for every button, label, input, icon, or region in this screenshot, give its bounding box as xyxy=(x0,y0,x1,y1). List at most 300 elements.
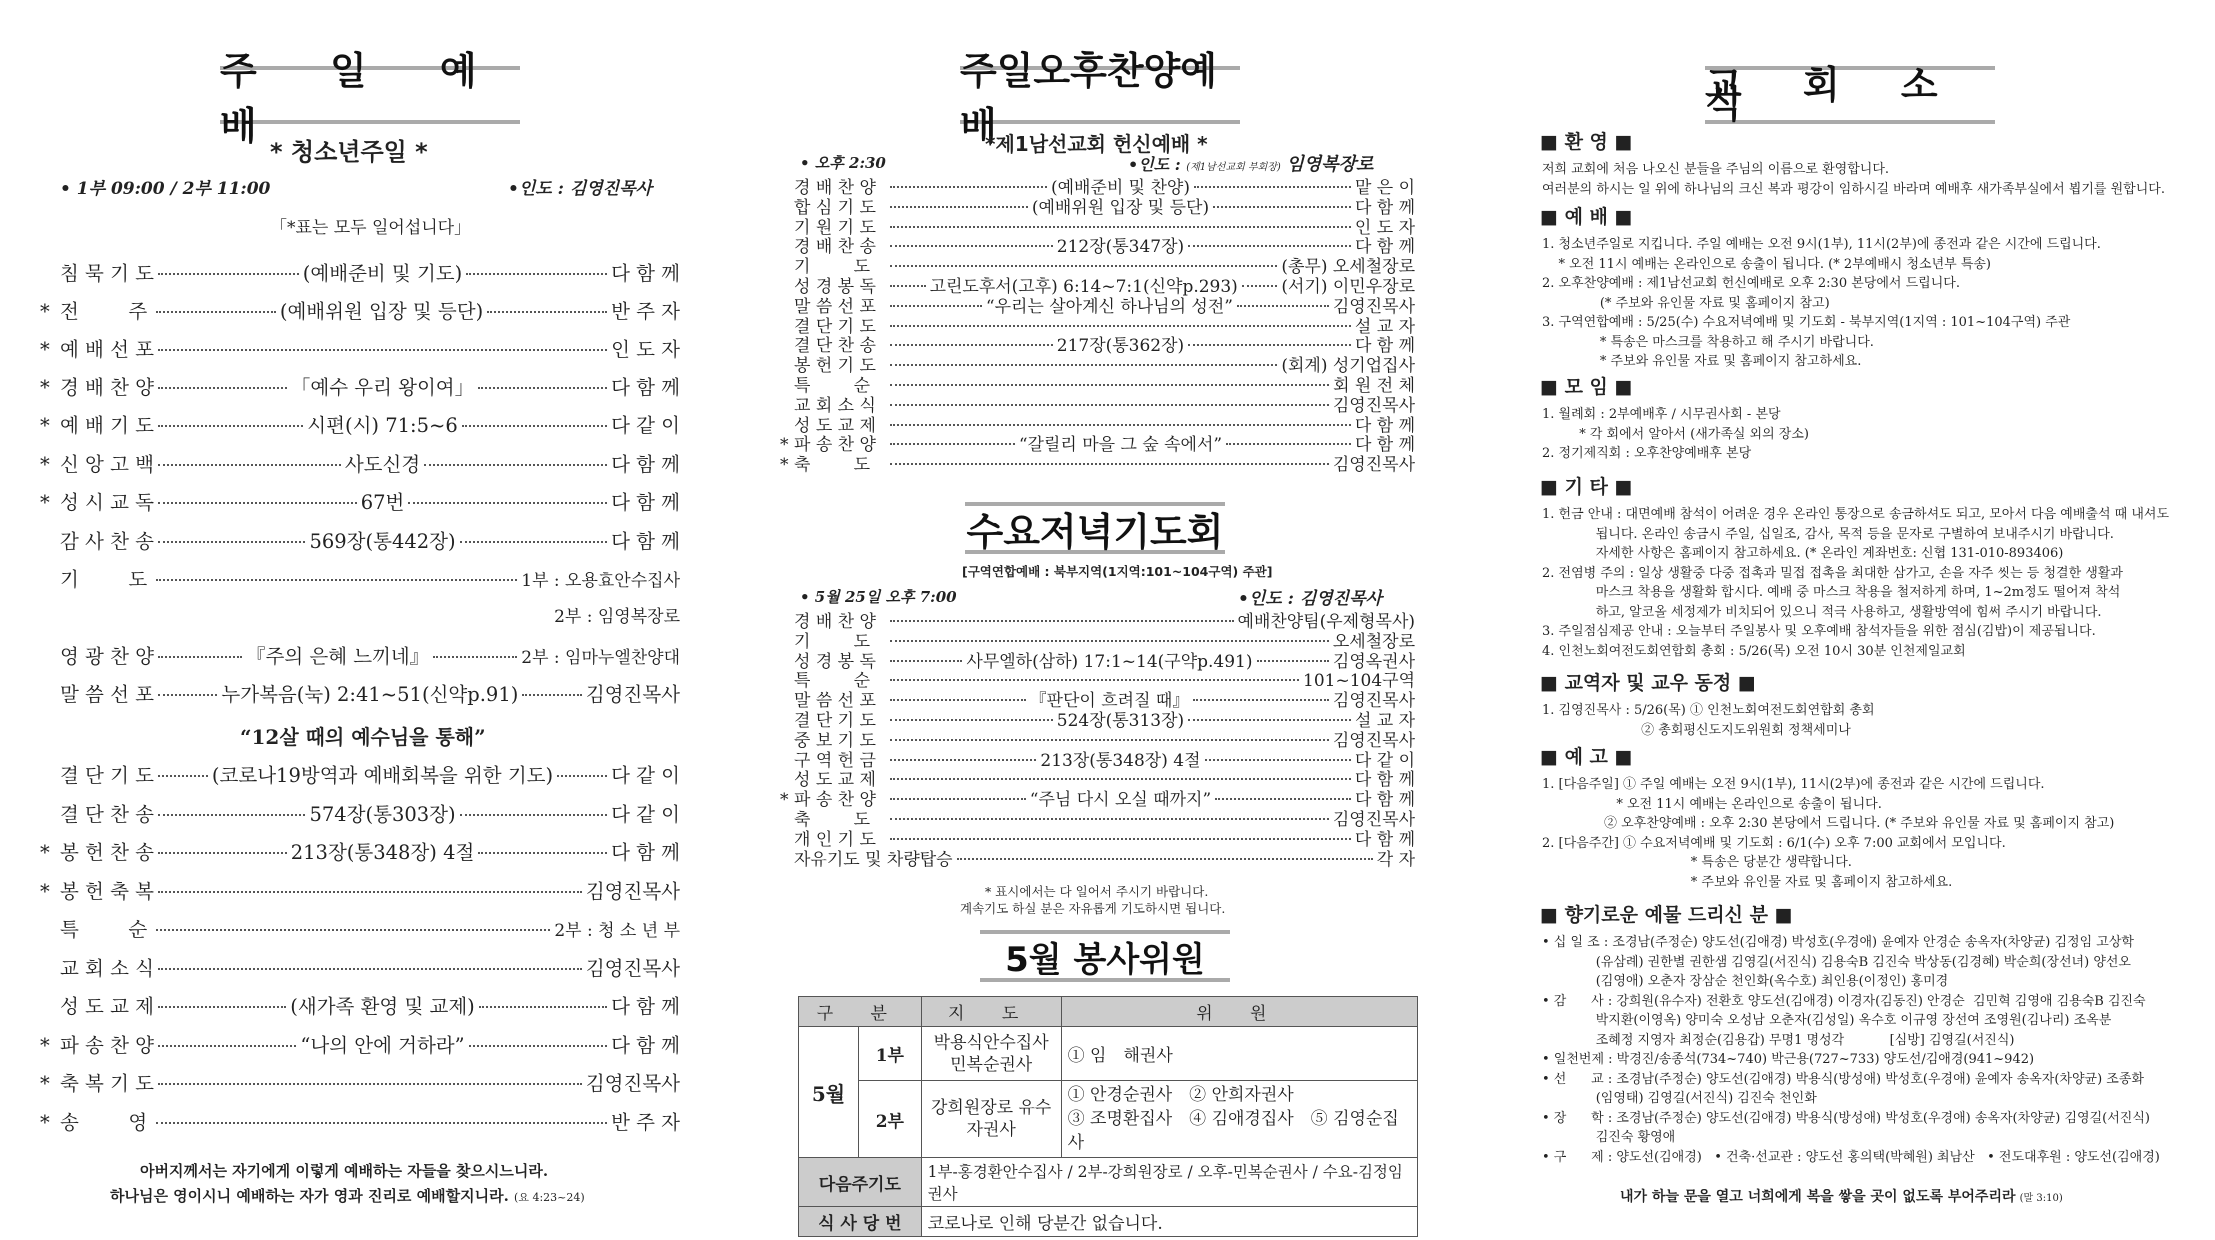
item-label: 결 단 찬 송 xyxy=(60,803,154,826)
item-person: 다 함 께 xyxy=(1354,770,1415,791)
item-person: 인 도 자 xyxy=(611,338,680,361)
item-label: 기 도 xyxy=(794,257,871,278)
header-members: 위 원 xyxy=(1061,997,1417,1027)
order-item xyxy=(780,356,1415,376)
leader-dots xyxy=(478,852,607,854)
order-item xyxy=(780,671,1415,691)
item-person: 김영옥권사 xyxy=(1332,651,1416,672)
item-content: 217장(통362장) xyxy=(1056,336,1185,357)
order-item xyxy=(40,1030,680,1056)
service-committee-table xyxy=(798,996,1418,1237)
standing-mark: * xyxy=(40,880,50,903)
leader-dots xyxy=(890,759,1036,761)
church-news-title: 교 회 소 식 xyxy=(1705,66,1995,124)
item-person: 김영진목사 xyxy=(1332,395,1415,416)
section-heading: ■ 향기로운 예물 드리신 분 ■ xyxy=(1540,904,1793,926)
leader-dots xyxy=(890,285,926,287)
item-person: 다 함 께 xyxy=(611,491,680,514)
leader-dots xyxy=(158,852,287,854)
month-cell: 5월 xyxy=(799,1027,859,1158)
meal-duty-value: 코로나로 인해 당분간 없습니다. xyxy=(921,1207,1417,1237)
order-item xyxy=(40,372,680,398)
section-heading: ■ 예 고 ■ xyxy=(1540,746,1633,768)
item-person: 101~104구역 xyxy=(1303,671,1415,692)
standing-mark: * xyxy=(40,841,50,864)
wednesday-subtitle: [구역연합예배 : 북부지역(1지역:101~104구역) 주관] xyxy=(962,564,1273,579)
section-line: (김영애) 오춘자 장삼순 천인화(옥수호) 최인용(이정인) 홍미경 xyxy=(1542,974,1949,989)
item-content: (새가족 환영 및 교제) xyxy=(290,995,475,1018)
item-content: 212장(통347장) xyxy=(1056,237,1185,258)
item-person: 다 함 께 xyxy=(1354,790,1416,811)
item-content: (예배위원 입장 및 등단) xyxy=(1031,197,1210,218)
section-heading: ■ 환 영 ■ xyxy=(1540,131,1633,153)
item-content: 『판단이 흐려질 때』 xyxy=(1029,691,1190,712)
item-content: (예배준비 및 찬양) xyxy=(1050,178,1190,198)
item-person: 다 함 께 xyxy=(611,453,681,476)
item-label: 자유기도 및 차량탑승 xyxy=(794,849,953,870)
leader-dots xyxy=(158,273,299,275)
leader-dots xyxy=(890,305,982,307)
item-person: 회 원 전 체 xyxy=(1333,376,1415,396)
item-content: “나의 안에 거하라” xyxy=(300,1034,465,1057)
leader-dots xyxy=(158,541,305,543)
section-line: * 오전 11시 예배는 온라인으로 송출이 됩니다. (* 2부예배시 청소년부 특송) xyxy=(1542,256,1992,272)
item-label: 경 배 찬 양 xyxy=(794,612,876,632)
next-prayer-label: 다음주기도 xyxy=(799,1158,922,1207)
leader-dots xyxy=(890,798,1026,800)
item-person: 다 같 이 xyxy=(611,764,680,787)
order-item xyxy=(780,751,1415,771)
leader-dots xyxy=(1242,285,1278,287)
order-item xyxy=(780,691,1415,711)
section-line: 됩니다. 온라인 송금시 주일, 십일조, 감사, 목적 등을 문자로 구별하여 보내주시기 바랍니다. xyxy=(1542,526,2114,542)
leader-dots xyxy=(156,929,550,931)
order-item xyxy=(780,396,1415,416)
item-label: 말 씀 선 포 xyxy=(60,683,154,706)
item-label: 성 도 교 제 xyxy=(794,770,876,791)
item-label: 교 회 소 식 xyxy=(60,957,154,980)
item-label: 축 복 기 도 xyxy=(60,1072,154,1095)
item-content: 『주의 은혜 느끼네』 xyxy=(245,645,430,668)
item-person: 김영진목사 xyxy=(1332,455,1415,476)
order-item xyxy=(780,612,1415,632)
item-content: 사도신경 xyxy=(344,453,421,476)
section-line: * 각 회에서 알아서 (새가족실 외의 장소) xyxy=(1542,426,1809,442)
standing-mark: * xyxy=(780,435,789,456)
order-item xyxy=(780,376,1415,396)
section-line: 자세한 사항은 홈페이지 참고하세요. (* 온라인 계좌번호: 신협 131-010-893406) xyxy=(1542,546,2064,561)
leader-dots xyxy=(1205,759,1351,761)
leader-dots xyxy=(1188,344,1351,346)
item-person: 다 함 께 xyxy=(611,262,681,285)
leader-dots xyxy=(890,679,1299,681)
leader-dots xyxy=(890,424,1351,426)
leader-dots xyxy=(890,325,1351,327)
item-person: 다 같 이 xyxy=(611,803,681,826)
item-content: “우리는 살아계신 하나님의 성전” xyxy=(985,296,1233,317)
section-line: * 특송은 당분간 생략합니다. xyxy=(1542,855,1852,870)
section-line: (임영태) 김영길(서진식) 김진숙 천인화 xyxy=(1542,1091,1817,1106)
leader-dots xyxy=(462,425,607,427)
order-item xyxy=(780,790,1415,810)
item-person: 김영진목사 xyxy=(1332,296,1415,317)
footer-verse: 내가 하늘 문을 열고 너희에게 복을 쌓을 곳이 없도록 부어주리라 xyxy=(1620,1189,2016,1205)
item-label: 축 도 xyxy=(794,810,871,830)
order-item xyxy=(780,455,1415,475)
item-person: 다 같 이 xyxy=(1354,750,1415,771)
leader-dots xyxy=(890,620,1234,622)
order-item xyxy=(780,830,1415,850)
leader-dots xyxy=(890,838,1351,840)
section-heading: ■ 기 타 ■ xyxy=(1540,476,1633,498)
item-label: 말 씀 선 포 xyxy=(794,296,876,317)
item-label: 봉 헌 기 도 xyxy=(794,356,876,377)
item-label: 기 도 xyxy=(794,631,871,652)
leader-dots xyxy=(1213,206,1351,208)
order-item xyxy=(40,991,680,1017)
part2-cell: 2부 xyxy=(859,1081,922,1158)
order-item xyxy=(40,1107,680,1133)
order-item xyxy=(780,178,1415,198)
section-line: 4. 인천노회여전도회연합회 총회 : 5/26(목) 오전 10시 30분 인천제일교회 xyxy=(1542,643,1966,659)
section-line: 저희 교회에 처음 나오신 분들을 주님의 이름으로 환영합니다. xyxy=(1542,162,1890,177)
youth-sunday-subtitle: * 청소년주일 * xyxy=(270,138,428,166)
section-line: 3. 구역연합예배 : 5/25(수) 수요저녁예배 및 기도회 - 북부지역(1지역 : 101~104구역) 주관 xyxy=(1542,315,2071,330)
item-label: 성 경 봉 독 xyxy=(794,651,876,672)
section-line: ② 오후찬양예배 : 오후 2:30 본당에서 드립니다. (* 주보와 유인물 자료 및 홈페이지 참고) xyxy=(1542,816,2115,831)
standing-mark: * xyxy=(40,1111,50,1134)
item-label: 축 도 xyxy=(794,455,871,476)
standing-mark: * xyxy=(40,491,50,514)
leader-dots xyxy=(158,968,582,970)
closing-verse-2: 하나님은 영이시니 예배하는 자가 영과 진리로 예배할지니라. xyxy=(110,1187,509,1205)
service-leader: •인도 : 김영진목사 xyxy=(508,179,652,199)
item-person: 다 함 께 xyxy=(1354,415,1415,436)
item-person: 반 주 자 xyxy=(611,1111,680,1134)
leader-dots xyxy=(522,694,581,696)
section-line: ② 총회평신도지도위원회 정책세미나 xyxy=(1542,722,1851,738)
item-label: 파 송 찬 양 xyxy=(794,790,876,811)
order-item xyxy=(40,837,680,863)
item-label: 결 단 기 도 xyxy=(60,764,154,787)
item-label: 결 단 기 도 xyxy=(794,316,876,337)
item-person: 2부 : 청 소 년 부 xyxy=(554,921,680,941)
leader-dots xyxy=(1237,305,1329,307)
item-person: 설 교 자 xyxy=(1354,316,1415,337)
item-person: (총무) 오세철장로 xyxy=(1281,257,1415,278)
leader-dots xyxy=(890,364,1277,366)
order-item xyxy=(780,435,1415,455)
section-line: • 일천번제 : 박경진/송종석(734~740) 박근용(727~733) 양도선/김애경(941~942) xyxy=(1542,1052,2035,1067)
leader-dots xyxy=(890,265,1277,267)
item-label: 봉 헌 찬 송 xyxy=(60,841,154,864)
leader-dots xyxy=(158,814,305,816)
item-person: 다 함 께 xyxy=(611,995,681,1018)
item-label: 특 순 xyxy=(794,671,871,692)
item-content: 67번 xyxy=(360,491,405,514)
item-label: 파 송 찬 양 xyxy=(60,1034,154,1057)
order-item xyxy=(780,317,1415,337)
table-row xyxy=(799,1081,1418,1158)
item-content: 569장(통442장) xyxy=(309,530,456,553)
leader-dots xyxy=(158,1045,296,1047)
item-content: 누가복음(눅) 2:41~51(신약p.91) xyxy=(221,683,519,706)
order-item xyxy=(780,711,1415,731)
item-content: 574장(통303장) xyxy=(309,803,456,826)
section-heading: ■ 모 임 ■ xyxy=(1540,376,1633,398)
order-item xyxy=(780,277,1415,297)
leader-dots xyxy=(460,541,607,543)
part2-members-line2: ③ 조명환집사 ④ 김애경집사 ⑤ 김영순집사 xyxy=(1067,1109,1399,1153)
closing-verse-1: 아버지께서는 자기에게 이렇게 예배하는 자들을 찾으시느니라. xyxy=(140,1162,549,1180)
wednesday-note-2: 계속기도 하실 분은 자유롭게 기도하시면 됩니다. xyxy=(960,901,1226,916)
item-label: 결 단 기 도 xyxy=(794,711,876,731)
table-row xyxy=(799,1207,1418,1237)
leader-dots xyxy=(487,311,607,313)
leader-dots xyxy=(890,640,1329,642)
order-item xyxy=(40,258,680,284)
leader-dots xyxy=(156,579,517,581)
section-line: (유삼례) 권한별 권한샘 김영길(서진식) 김용숙B 김진숙 박상동(김경혜) 박순희(장선녀) 양선오 xyxy=(1542,954,2131,970)
item-content: 213장(통348장) 4절 xyxy=(1040,750,1201,771)
mens-mission-subtitle: *제1남선교회 헌신예배 * xyxy=(985,132,1208,156)
closing-verse-2-row xyxy=(110,1185,585,1206)
leader-dots xyxy=(1226,443,1351,445)
section-line: 1. [다음주일] ① 주일 예배는 오전 9시(1부), 11시(2부)에 종전과 같은 시간에 드립니다. xyxy=(1542,777,2045,792)
section-line: * 특송은 마스크를 착용하고 해 주시기 바랍니다. xyxy=(1542,334,1874,350)
leader-dots xyxy=(890,443,1015,445)
section-heading: ■ 교역자 및 교우 동정 ■ xyxy=(1540,672,1756,694)
section-line: 마스크 착용을 생활화 합시다. 예배 중 마스크 착용을 철저하게 하며, 1~2m정도 떨어져 착석 xyxy=(1542,585,2121,600)
item-label: 신 앙 고 백 xyxy=(60,453,154,476)
section-line: * 주보와 유인물 자료 및 홈페이지 참고하세요. xyxy=(1542,874,1953,890)
order-item xyxy=(40,296,680,322)
order-item xyxy=(780,218,1415,238)
service-time: • 1부 09:00 / 2부 11:00 xyxy=(60,179,271,199)
leader-dots xyxy=(158,425,303,427)
item-person: 김영진목사 xyxy=(1332,691,1416,712)
order-item xyxy=(780,416,1415,436)
section-line: • 구 제 : 양도선(김애경) • 건축·선교관 : 양도선 홍의택(박혜원) 최남산 • 전도대후원 : 양도선(김애경) xyxy=(1542,1149,2160,1165)
leader-dots xyxy=(479,1006,607,1008)
order-item xyxy=(40,914,680,940)
leader-dots xyxy=(1188,719,1351,721)
section-line: 2. 정기제직회 : 오후찬양예배후 본당 xyxy=(1542,446,1752,461)
section-line: 2. [다음주간] ① 수요저녁예배 및 기도회 : 6/1(수) 오후 7:00 교회에서 모입니다. xyxy=(1542,835,2006,851)
item-person: 설 교 자 xyxy=(1354,711,1416,731)
leader-dots xyxy=(158,464,341,466)
leader-dots xyxy=(890,245,1053,247)
item-content: (예배위원 입장 및 등단) xyxy=(279,300,484,323)
section-line: 조혜정 지영자 최정순(김용갑) 무명1 명성각 [심방] 김영길(서진식) xyxy=(1542,1032,2015,1048)
leader-dots xyxy=(158,775,208,777)
item-content: 213장(통348장) 4절 xyxy=(290,841,475,864)
section-line: 3. 주일점심제공 안내 : 오늘부터 주일봉사 및 오후예배 참석자들을 위한 점심(김밥)이 제공됩니다. xyxy=(1542,624,2096,639)
afternoon-leader-name: 임영복장로 xyxy=(1286,154,1374,175)
order-item xyxy=(40,487,680,513)
item-label: 개 인 기 도 xyxy=(794,829,876,850)
item-person: 다 함 께 xyxy=(1354,336,1416,357)
leader-dots xyxy=(158,1006,286,1008)
item-person: 다 함 께 xyxy=(611,1034,681,1057)
leader-dots xyxy=(890,226,1351,228)
item-person: 오세철장로 xyxy=(1332,631,1415,652)
section-line: 1. 월례회 : 2부예배후 / 시무권사회 - 본당 xyxy=(1542,407,1781,422)
wednesday-prayer-title: 수요저녁기도회 xyxy=(965,502,1225,554)
table-header-row xyxy=(799,997,1418,1027)
item-person: 김영진목사 xyxy=(585,1072,680,1095)
section-line: • 장 학 : 조경남(주정순) 양도선(김애경) 박용식(방성애) 박성호(우경애) 송옥자(차양균) 김영길(서진식) xyxy=(1542,1110,2150,1126)
standing-mark: * xyxy=(40,414,50,437)
sermon-title: “12살 때의 예수님을 통해” xyxy=(240,725,486,749)
item-person: 각 자 xyxy=(1376,849,1415,870)
item-label: 성 경 봉 독 xyxy=(794,277,876,297)
order-item xyxy=(780,810,1415,830)
standing-mark: * xyxy=(40,300,50,323)
part1-lead: 박용식안수집사 민복순권사 xyxy=(921,1027,1061,1081)
leader-dots xyxy=(469,1045,607,1047)
item-label: 구 역 헌 금 xyxy=(794,750,876,771)
item-content: (코로나19방역과 예배회복을 위한 기도) xyxy=(211,764,554,787)
section-line: 2. 오후찬양예배 : 제1남선교회 헌신예배로 오후 2:30 본당에서 드립니다. xyxy=(1542,276,1960,291)
section-heading: ■ 예 배 ■ xyxy=(1540,206,1633,228)
item-person: 다 함 께 xyxy=(1354,197,1416,218)
leader-dots xyxy=(890,739,1329,741)
order-item xyxy=(40,334,680,360)
leader-dots xyxy=(890,344,1053,346)
table-row xyxy=(799,1158,1418,1207)
item-label: 경 배 찬 양 xyxy=(794,178,876,198)
item-label: 교 회 소 식 xyxy=(794,395,876,416)
afternoon-leader-prefix: •인도 : xyxy=(1128,155,1181,174)
standing-mark: * xyxy=(780,455,789,476)
item-content: 고린도후서(고후) 6:14~7:1(신약p.293) xyxy=(929,277,1238,297)
item-label: 성 도 교 제 xyxy=(794,415,876,436)
order-item xyxy=(780,731,1415,751)
leader-dots xyxy=(460,814,607,816)
leader-dots xyxy=(158,656,242,658)
order-item xyxy=(780,652,1415,672)
order-item xyxy=(780,237,1415,257)
order-item xyxy=(40,953,680,979)
leader-dots xyxy=(890,463,1329,465)
leader-dots xyxy=(957,858,1373,860)
item-label: 성 시 교 독 xyxy=(60,491,154,514)
leader-dots xyxy=(158,694,217,696)
standing-mark: * xyxy=(40,1034,50,1057)
order-item xyxy=(780,850,1415,870)
wednesday-time: • 5월 25일 오후 7:00 xyxy=(800,588,957,606)
item-label: 파 송 찬 양 xyxy=(794,435,876,456)
wednesday-leader: •인도 : 김영진목사 xyxy=(1238,589,1382,609)
item-label: 중 보 기 도 xyxy=(794,730,876,751)
item-person: 인 도 자 xyxy=(1354,217,1415,238)
leader-dots xyxy=(890,660,962,662)
leader-dots xyxy=(158,502,357,504)
order-item xyxy=(40,602,680,628)
order-item xyxy=(780,297,1415,317)
leader-dots xyxy=(156,1122,607,1124)
item-person: 다 같 이 xyxy=(611,414,680,437)
item-person: (회계) 성기업집사 xyxy=(1281,356,1415,377)
order-item xyxy=(780,770,1415,790)
may-service-title: 5월 봉사위원 xyxy=(980,930,1230,982)
order-item xyxy=(40,760,680,786)
item-label: 특 순 xyxy=(60,918,148,941)
leader-dots xyxy=(1194,186,1351,188)
item-content: “갈릴리 마을 그 숲 속에서” xyxy=(1018,435,1223,456)
part1-members: ① 임 해권사 xyxy=(1061,1027,1417,1081)
section-line: 1. 헌금 안내 : 대면예배 참석이 어려운 경우 온라인 통장으로 송금하셔도 되고, 모아서 다음 예배출석 때 내셔도 xyxy=(1542,507,2170,522)
afternoon-worship-title: 주일오후찬양예배 xyxy=(960,66,1240,124)
item-person: 김영진목사 xyxy=(585,957,680,980)
item-label: 기 도 xyxy=(60,568,148,591)
item-person: 다 함 께 xyxy=(611,376,681,399)
leader-dots xyxy=(557,775,607,777)
order-item xyxy=(40,876,680,902)
leader-dots xyxy=(478,387,607,389)
item-person: 반 주 자 xyxy=(611,300,680,323)
item-content: 「예수 우리 왕이여」 xyxy=(290,376,475,399)
section-line: 김진숙 황영애 xyxy=(1542,1130,1676,1145)
item-label: 결 단 찬 송 xyxy=(794,336,876,357)
order-item xyxy=(780,632,1415,652)
section-line: 1. 김영진목사 : 5/26(목) ① 인천노회여전도회연합회 총회 xyxy=(1542,703,1875,718)
table-row xyxy=(799,1027,1418,1081)
next-prayer-value: 1부-홍경환안수집사 / 2부-강희원장로 / 오후-민복순권사 / 수요-김정임권사 xyxy=(921,1158,1417,1207)
item-label: 합 심 기 도 xyxy=(794,197,876,218)
item-content: 사무엘하(삼하) 17:1~14(구약p.491) xyxy=(966,651,1253,672)
section-line: 박지환(이영옥) 양미숙 오성남 오춘자(김성일) 옥수호 이규영 장선여 조영원(김나리) 조옥분 xyxy=(1542,1013,2112,1028)
leader-dots xyxy=(890,719,1053,721)
part2-lead: 강희원장로 유수자권사 xyxy=(921,1081,1061,1158)
leader-dots xyxy=(890,206,1028,208)
leader-dots xyxy=(466,273,607,275)
order-item xyxy=(40,410,680,436)
item-person: 다 함 께 xyxy=(1354,435,1416,456)
item-person: 다 함 께 xyxy=(1354,237,1416,258)
standing-mark: * xyxy=(40,1072,50,1095)
item-person: 2부 : 임영복장로 xyxy=(554,607,680,627)
standing-mark: * xyxy=(780,790,789,811)
leader-dots xyxy=(1257,660,1329,662)
footer-verse-row xyxy=(1620,1188,2063,1208)
leader-dots xyxy=(433,656,517,658)
order-item xyxy=(40,449,680,475)
standing-note: 「*표는 모두 일어섭니다」 xyxy=(270,218,472,238)
item-label: 감 사 찬 송 xyxy=(60,530,154,553)
item-person: 1부 : 오용효안수집사 xyxy=(521,571,680,591)
item-person: 예배찬양팀(우제형목사) xyxy=(1237,612,1415,632)
section-line: • 십 일 조 : 조경남(주정순) 양도선(김애경) 박성호(우경애) 윤예자 안경순 송옥자(차양균) 김정임 고상학 xyxy=(1542,935,2134,950)
item-content: 524장(통313장) xyxy=(1056,711,1185,731)
part2-members-line1: ① 안경순권사 ② 안희자권사 xyxy=(1067,1085,1294,1105)
item-person: 김영진목사 xyxy=(585,683,681,706)
standing-mark: * xyxy=(40,338,50,361)
leader-dots xyxy=(1188,245,1351,247)
leader-dots xyxy=(408,502,607,504)
leader-dots xyxy=(158,387,287,389)
item-content: (예배준비 및 기도) xyxy=(302,262,463,285)
order-item xyxy=(40,641,680,667)
section-line: * 주보와 유인물 자료 및 홈페이지 참고하세요. xyxy=(1542,354,1862,369)
leader-dots xyxy=(890,818,1329,820)
item-person: 김영진목사 xyxy=(1332,810,1415,830)
item-person: 김영진목사 xyxy=(585,880,680,903)
section-line: 하고, 알코올 세정제가 비치되어 있으니 적극 사용하고, 생활방역에 힘써 주시기 바랍니다. xyxy=(1542,604,2102,620)
item-person: 2부 : 임마누엘찬양대 xyxy=(521,648,681,668)
item-label: 기 원 기 도 xyxy=(794,217,876,238)
